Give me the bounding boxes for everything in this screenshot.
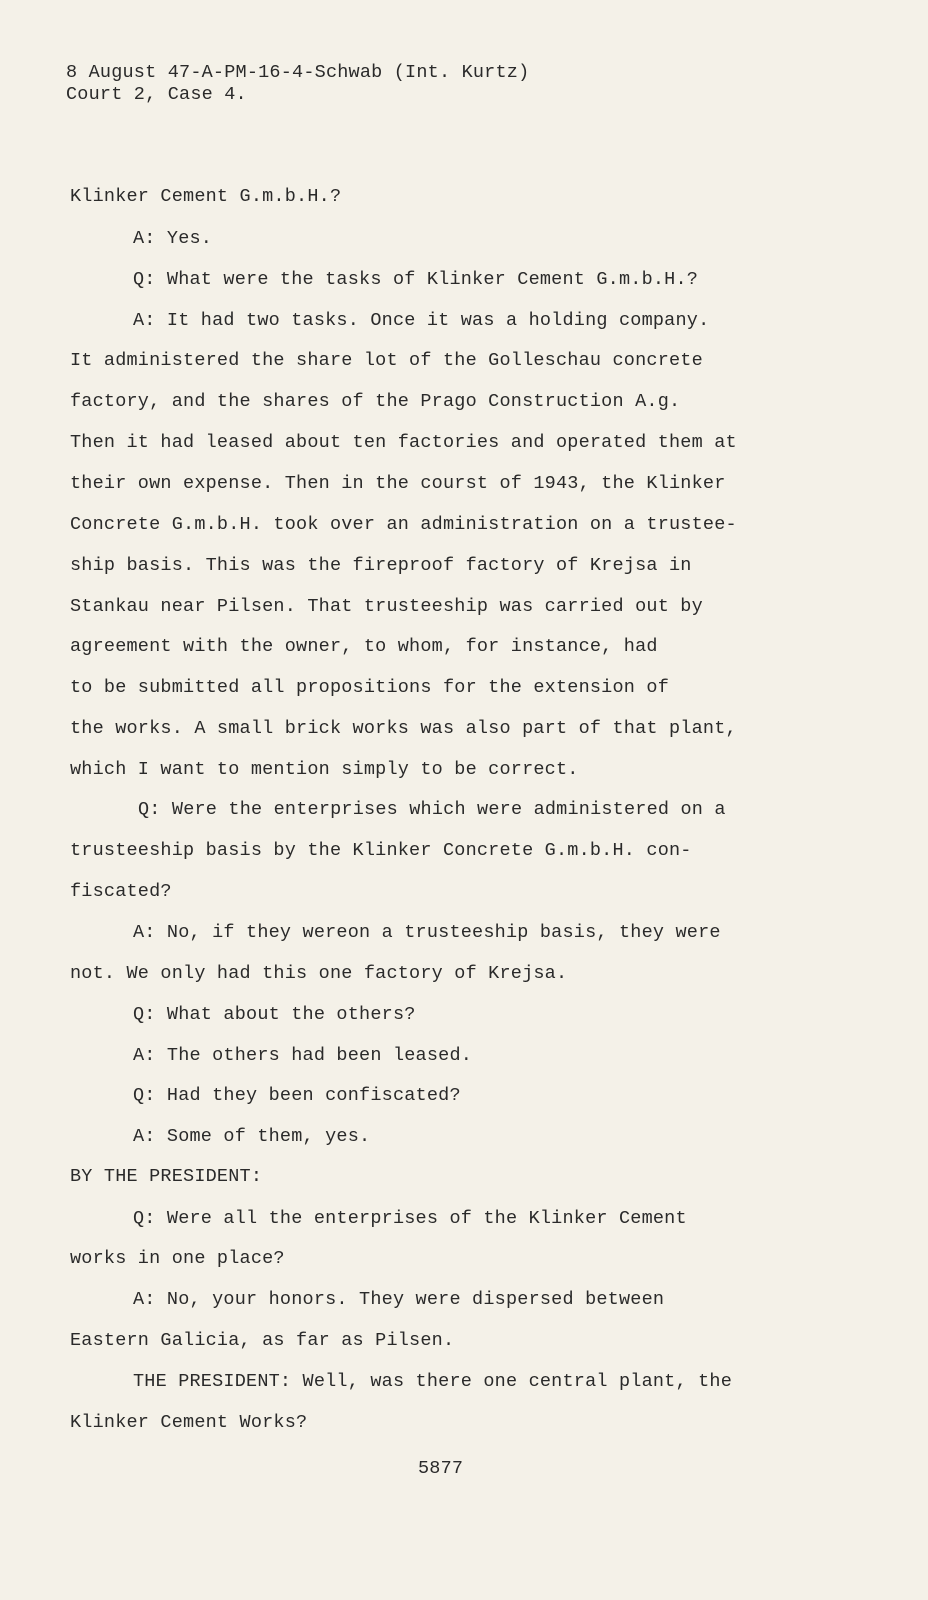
question-line: Q: Were the enterprises which were administered on a	[138, 799, 726, 820]
transcript-line: fiscated?	[70, 881, 172, 902]
answer-line: A: Yes.	[133, 228, 213, 249]
speaker-heading: BY THE PRESIDENT:	[70, 1166, 263, 1187]
question-line: Q: What were the tasks of Klinker Cement G.m.b.H.?	[133, 269, 699, 290]
answer-line: A: It had two tasks. Once it was a holding company.	[133, 310, 710, 331]
answer-line: A: The others had been leased.	[133, 1045, 473, 1066]
header-session-line: 8 August 47-A-PM-16-4-Schwab (Int. Kurtz)	[66, 62, 530, 83]
transcript-line: the works. A small brick works was also part of that plant,	[70, 718, 737, 739]
transcript-line: which I want to mention simply to be correct.	[70, 759, 579, 780]
question-line: Q: What about the others?	[133, 1004, 416, 1025]
transcript-line: to be submitted all propositions for the extension of	[70, 677, 669, 698]
page-number: 5877	[418, 1458, 464, 1479]
question-line: Q: Had they been confiscated?	[133, 1085, 461, 1106]
transcript-line: Then it had leased about ten factories and operated them at	[70, 432, 737, 453]
transcript-line: ship basis. This was the fireproof factory of Krejsa in	[70, 555, 692, 576]
transcript-line: It administered the share lot of the Golleschau concrete	[70, 350, 703, 371]
header-court-line: Court 2, Case 4.	[66, 84, 247, 105]
transcript-line: agreement with the owner, to whom, for instance, had	[70, 636, 658, 657]
answer-line: A: No, your honors. They were dispersed between	[133, 1289, 665, 1310]
speaker-line: THE PRESIDENT: Well, was there one central plant, the	[133, 1371, 732, 1392]
transcript-line: their own expense. Then in the courst of 1943, the Klinker	[70, 473, 726, 494]
transcript-line: Klinker Cement G.m.b.H.?	[70, 186, 342, 207]
transcript-line: Concrete G.m.b.H. took over an administration on a trustee-	[70, 514, 737, 535]
transcript-line: Stankau near Pilsen. That trusteeship was carried out by	[70, 596, 703, 617]
transcript-line: trusteeship basis by the Klinker Concrete G.m.b.H. con-	[70, 840, 692, 861]
transcript-line: not. We only had this one factory of Krejsa.	[70, 963, 568, 984]
answer-line: A: No, if they wereon a trusteeship basis, they were	[133, 922, 721, 943]
transcript-line: works in one place?	[70, 1248, 285, 1269]
answer-line: A: Some of them, yes.	[133, 1126, 371, 1147]
transcript-line: factory, and the shares of the Prago Construction A.g.	[70, 391, 681, 412]
transcript-line: Eastern Galicia, as far as Pilsen.	[70, 1330, 455, 1351]
question-line: Q: Were all the enterprises of the Klinker Cement	[133, 1208, 687, 1229]
transcript-line: Klinker Cement Works?	[70, 1412, 308, 1433]
